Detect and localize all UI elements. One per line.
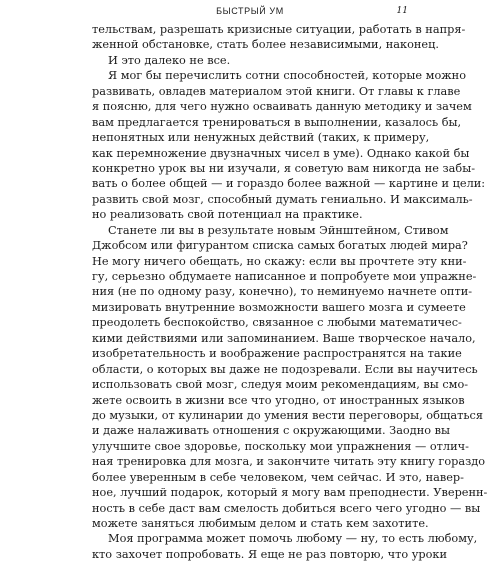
text-line: развивать, овладев материалом этой книги. От главы к главе <box>92 84 461 98</box>
text-line: области, о которых вы даже не подозревали. Если вы научитесь <box>92 362 478 376</box>
text-line: можете заняться любимым делом и стать кем захотите. <box>92 517 429 530</box>
text-line: Я мог бы перечислить сотни способностей, которые можно <box>108 69 466 83</box>
text-line: ность в себе даст вам смелость добиться всего чего угодно — вы <box>92 501 481 515</box>
text-line: использовать свой мозг, следуя моим рекомендациям, вы смо- <box>92 378 469 392</box>
text-line: Не могу ничего обещать, но скажу: если вы прочтете эту кни- <box>92 254 467 268</box>
text-line: вать о более общей — и гораздо более важной — картине и цели: <box>92 177 486 191</box>
running-title: БЫСТРЫЙ УМ <box>216 6 284 16</box>
paragraph <box>92 223 488 532</box>
text-line: ное, лучший подарок, который я могу вам преподнести. Уверенн- <box>92 486 488 500</box>
paragraph <box>92 22 466 68</box>
paragraph <box>92 68 486 222</box>
text-line: развить свой мозг, способный думать гениально. И максималь- <box>92 192 473 206</box>
text-line: Станете ли вы в результате новым Эйнштейном, Стивом <box>108 223 449 237</box>
text-line: вам предлагается тренироваться в выполнении, казалось бы, <box>92 115 462 129</box>
text-line: Джобсом или фигурантом списка самых богатых людей мира? <box>92 239 468 253</box>
text-line: гу, серьезно обдумаете написанное и попробуете мои упражне- <box>92 270 477 283</box>
text-line: мизировать внутренние возможности вашего мозга и сумеете <box>92 300 466 314</box>
text-line: ния (не по одному разу, конечно), то неминуемо начнете опти- <box>92 285 473 299</box>
text-line: и даже налаживать отношения с окружающими. Заодно вы <box>92 424 450 438</box>
text-line: кто захочет попробовать. Я еще не раз повторю, что уроки <box>92 547 448 561</box>
text-line: тельствам, разрешать кризисные ситуации, работать в напря- <box>92 23 466 36</box>
text-line: кими действиями или запоминанием. Ваше творческое начало, <box>92 331 476 345</box>
text-line: жете освоить в жизни все что угодно, от иностранных языков <box>92 393 465 407</box>
text-line: И это далеко не все. <box>108 53 231 67</box>
text-line: но реализовать свой потенциал на практике. <box>92 208 363 222</box>
text-line: изобретательность и воображение распространятся на такие <box>92 347 462 361</box>
paragraph <box>92 531 478 562</box>
text-line: ная тренировка для мозга, и закончите читать эту книгу гораздо <box>92 455 486 469</box>
text-line: Моя программа может помочь любому — ну, то есть любому, <box>108 532 478 546</box>
text-line: более уверенным в себе человеком, чем сейчас. И это, навер- <box>92 470 464 484</box>
running-head <box>92 6 408 20</box>
text-line: женной обстановке, стать более независимыми, наконец. <box>92 38 439 52</box>
text-line: непонятных или ненужных действий (таких, к примеру, <box>92 131 430 145</box>
text-line: улучшите свое здоровье, поскольку мои упражнения — отлич- <box>92 439 469 453</box>
text-line: я поясню, для чего нужно осваивать данную методику и зачем <box>92 100 472 114</box>
text-line: конкретно урок вы ни изучали, я советую вам никогда не забы- <box>92 161 476 175</box>
text-line: до музыки, от кулинарии до умения вести переговоры, общаться <box>92 408 484 422</box>
page-number: 11 <box>396 6 408 16</box>
body-text <box>92 22 488 562</box>
text-line: как перемножение двузначных чисел в уме). Однако какой бы <box>92 146 470 160</box>
text-line: преодолеть беспокойство, связанное с любыми математичес- <box>92 316 462 330</box>
